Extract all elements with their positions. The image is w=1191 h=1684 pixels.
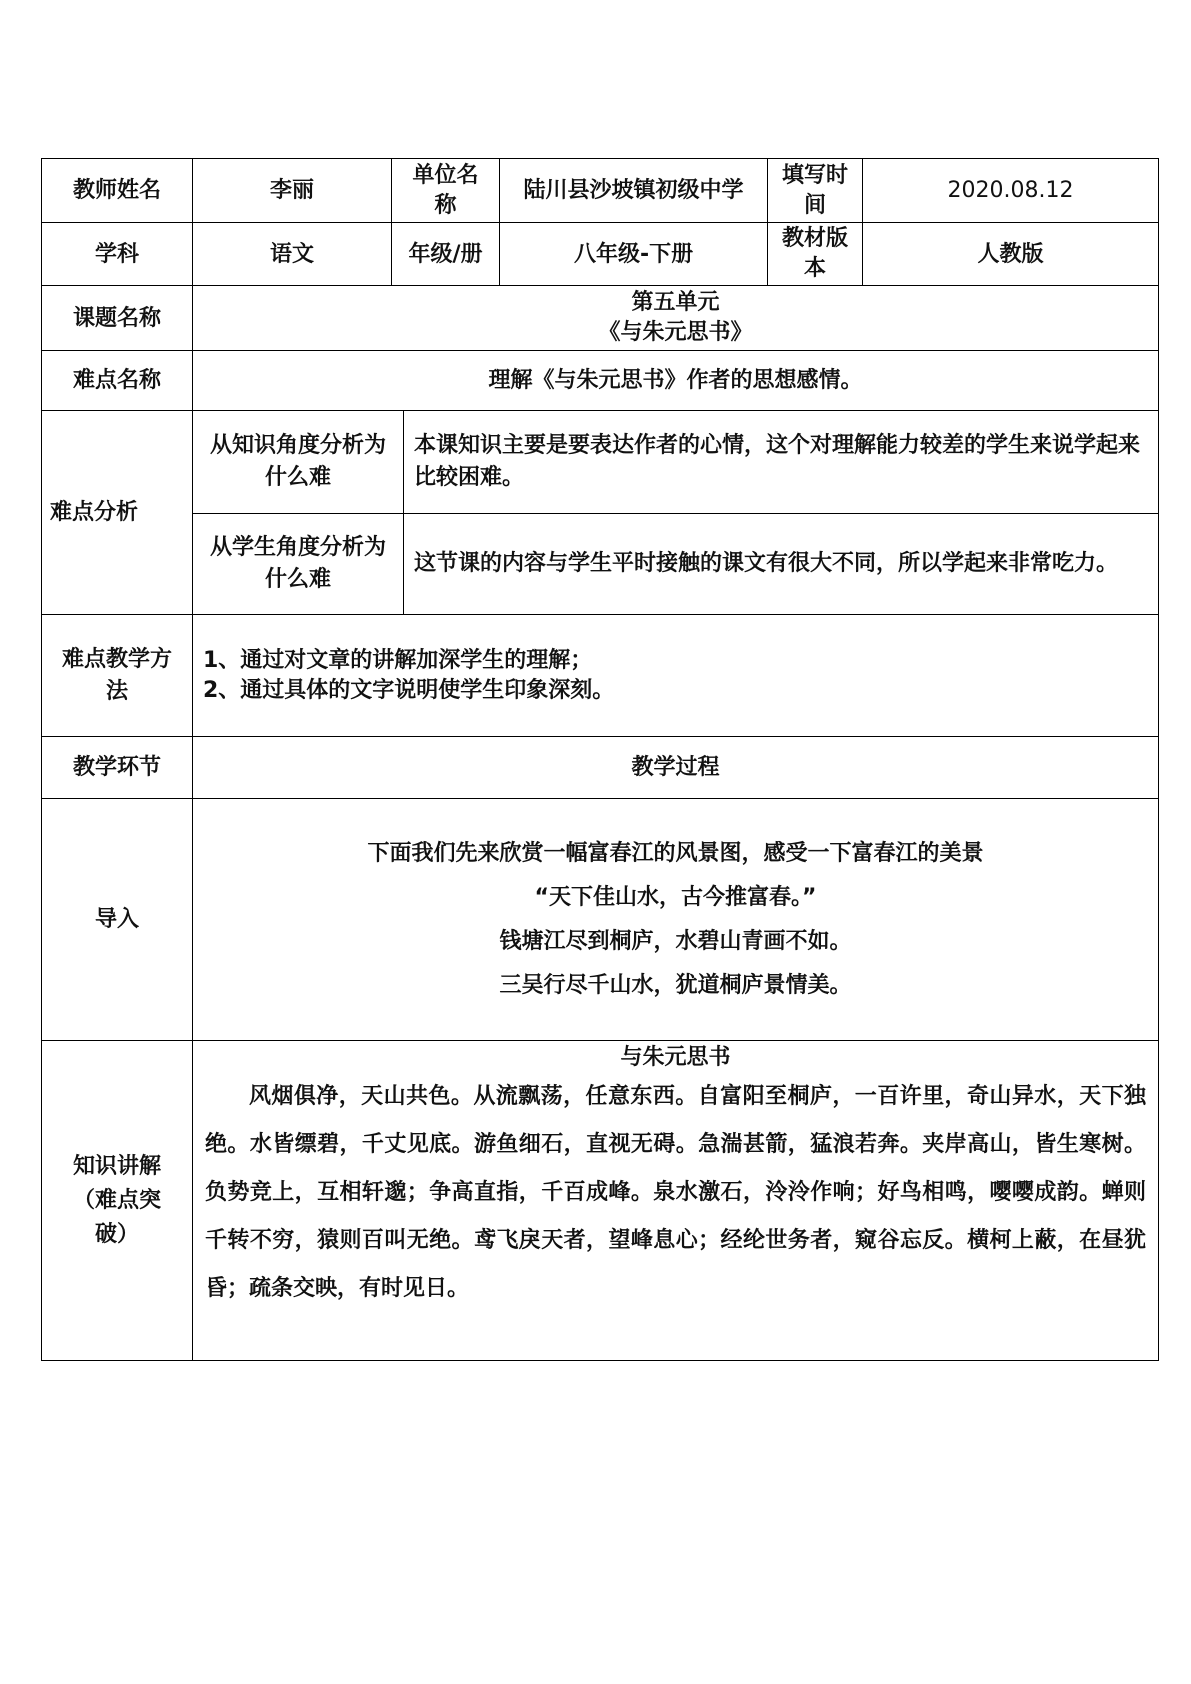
- topic-line-2: 《与朱元思书》: [598, 320, 753, 345]
- intro-content: [193, 799, 1159, 1041]
- essay-title: 与朱元思书: [620, 1045, 731, 1070]
- grade-value: 八年级-下册: [500, 223, 768, 286]
- grade-label: 年级/册: [392, 223, 500, 286]
- difficulty-value: 理解《与朱元思书》作者的思想感情。: [193, 351, 1159, 411]
- student-angle-value: 这节课的内容与学生平时接触的课文有很大不同，所以学起来非常吃力。: [404, 514, 1159, 615]
- method-item-1: 1、通过对文章的讲解加深学生的理解；: [203, 647, 593, 673]
- edition-label: 教材版本: [768, 223, 863, 286]
- intro-row: [42, 799, 1159, 1041]
- lesson-plan-table: [41, 158, 1159, 1361]
- intro-line-3: 钱塘江尽到桐庐，水碧山青画不如。: [499, 928, 852, 954]
- student-angle-label: 从学生角度分析为什么难: [193, 514, 404, 615]
- method-row: [42, 615, 1159, 737]
- intro-line-4: 三吴行尽千山水，犹道桐庐景情美。: [499, 972, 852, 998]
- subject-value: 语文: [193, 223, 392, 286]
- process-header-row: [42, 737, 1159, 799]
- subject-label: 学科: [42, 223, 193, 286]
- teacher-label: 教师姓名: [42, 159, 193, 223]
- info-row-2: [42, 223, 1159, 286]
- date-value: 2020.08.12: [863, 159, 1159, 223]
- teacher-value: 李丽: [193, 159, 392, 223]
- analysis-label: 难点分析: [42, 411, 193, 615]
- unit-label: 单位名称: [392, 159, 500, 223]
- difficulty-label: 难点名称: [42, 351, 193, 411]
- edition-value: 人教版: [863, 223, 1159, 286]
- topic-label: 课题名称: [42, 286, 193, 351]
- unit-value: 陆川县沙坡镇初级中学: [500, 159, 768, 223]
- knowledge-label: 知识讲解（难点突破）: [42, 1041, 193, 1361]
- analysis-student-row: [42, 514, 1159, 615]
- method-label: 难点教学方法: [42, 615, 193, 737]
- topic-value: [193, 286, 1159, 351]
- difficulty-row: [42, 351, 1159, 411]
- intro-label: 导入: [42, 799, 193, 1041]
- knowledge-row: [42, 1041, 1159, 1361]
- knowledge-angle-value: 本课知识主要是要表达作者的心情，这个对理解能力较差的学生来说学起来比较困难。: [404, 411, 1159, 514]
- lesson-plan-sheet: [41, 158, 1158, 1361]
- info-row-1: [42, 159, 1159, 223]
- essay-text: 风烟俱净，天山共色。从流飘荡，任意东西。自富阳至桐庐，一百许里，奇山异水，天下独绝。水皆缥碧，千丈见底。游鱼细石，直视无碍。急湍甚箭，猛浪若奔。夹岸高山，皆生寒树。负势竞上，互相轩邈；争高直指，千百成峰。泉水激石，泠泠作响；好鸟相鸣，嘤嘤成韵。蝉则千转不穷，猿则百叫无绝。鸢飞戾天者，望峰息心；经纶世务者，窥谷忘反。横柯上蔽，在昼犹昏；疏条交映，有时见日。: [205, 1084, 1147, 1301]
- method-item-2: 2、通过具体的文字说明使学生印象深刻。: [203, 677, 615, 703]
- stage-header: 教学环节: [42, 737, 193, 799]
- topic-line-1: 第五单元: [631, 290, 720, 315]
- analysis-knowledge-row: [42, 411, 1159, 514]
- intro-line-1: 下面我们先来欣赏一幅富春江的风景图，感受一下富春江的美景: [367, 840, 984, 866]
- topic-row: [42, 286, 1159, 351]
- knowledge-angle-label: 从知识角度分析为什么难: [193, 411, 404, 514]
- intro-line-2: “天下佳山水，古今推富春。”: [534, 884, 817, 910]
- knowledge-content: [193, 1041, 1159, 1361]
- process-header: 教学过程: [193, 737, 1159, 799]
- date-label: 填写时间: [768, 159, 863, 223]
- method-value: [193, 615, 1159, 737]
